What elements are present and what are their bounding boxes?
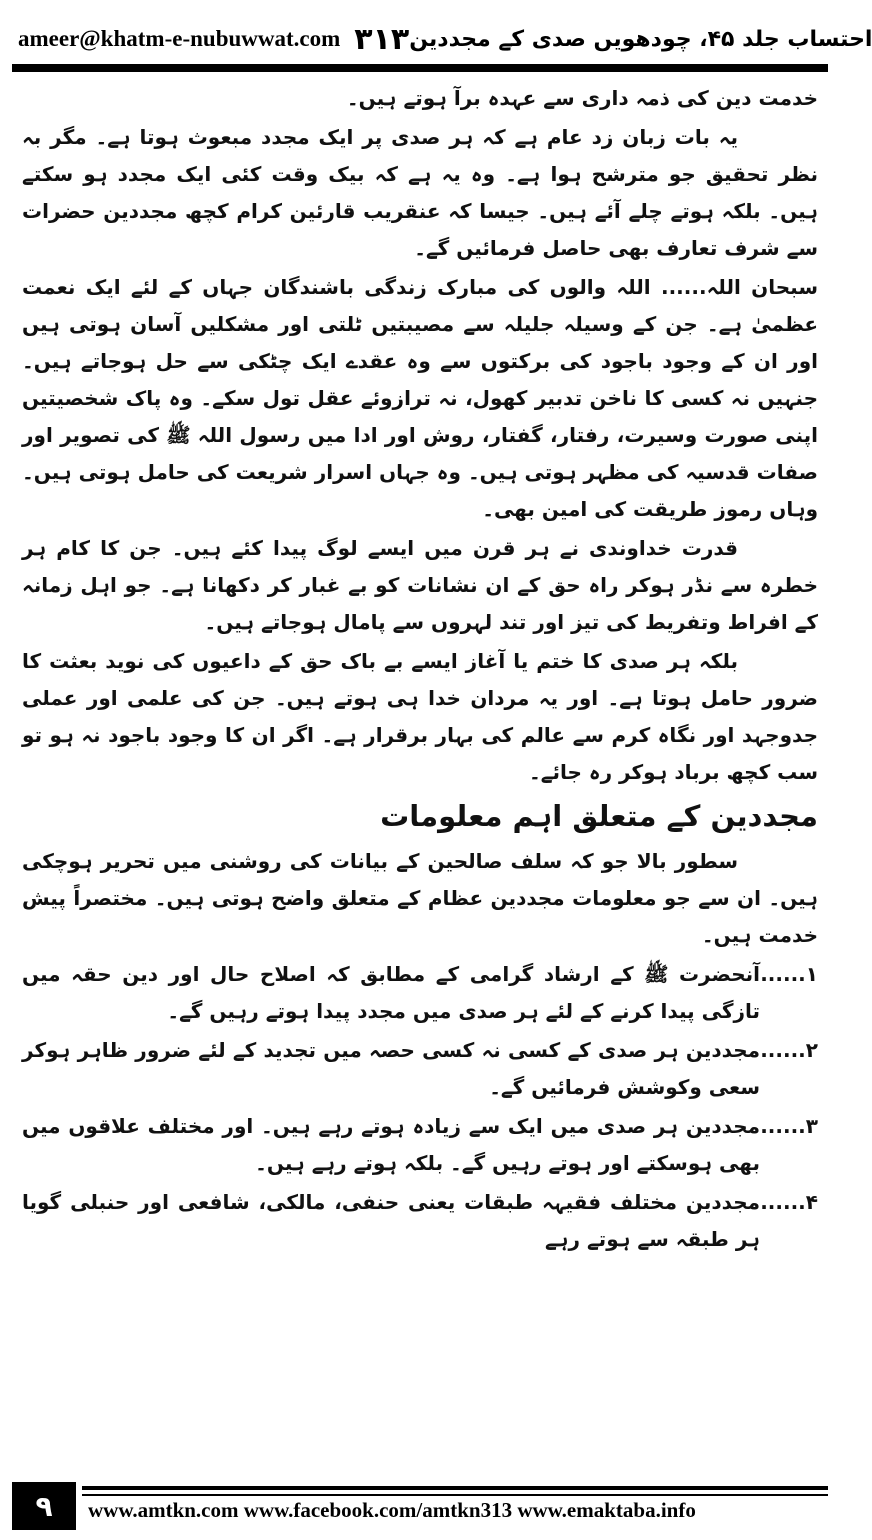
footer-page-number: ۹ — [12, 1482, 76, 1530]
list-item-number: ۱...... — [760, 962, 818, 986]
footer-links[interactable]: www.amtkn.com www.facebook.com/amtkn313 www.emaktaba.info — [88, 1498, 696, 1522]
list-item-text: آنحضرت ﷺ کے ارشاد گرامی کے مطابق کہ اصلاح حال اور دین حقہ میں تازگی پیدا کرنے کے لئے ہر صدی میں مجدد پیدا ہوتے رہیں گے۔ — [22, 962, 760, 1023]
page-body — [22, 80, 818, 1455]
footer-bar — [82, 1482, 828, 1530]
paragraph-4: قدرت خداوندی نے ہر قرن میں ایسے لوگ پیدا کئے ہیں۔ جن کا کام ہر خطرہ سے نڈر ہوکر راہ حق کے ان نشانات کو بے غبار کر دکھانا ہے۔ جو اہل زمانہ کے افراط وتفریط کی تیز اور تند لہروں سے پامال ہوجاتے ہیں۔ — [22, 536, 818, 634]
paragraph-2: یہ بات زبان زد عام ہے کہ ہر صدی پر ایک مجدد مبعوث ہوتا ہے۔ مگر بہ نظر تحقیق جو مترشح ہوا ہے۔ وہ یہ ہے کہ بیک وقت کئی ایک مجدد ہو سکتے ہیں۔ بلکہ ہوتے چلے آئے ہیں۔ جیسا کہ عنقریب قارئین کرام کچھ مجددین حضرات سے شرف تعارف بھی حاصل فرمائیں گے۔ — [22, 125, 818, 260]
section-heading: مجددین کے متعلق اہم معلومات — [380, 799, 818, 833]
header-title: احتساب جلد ۴۵، چودھویں صدی کے مجددین — [409, 26, 872, 52]
page-header — [18, 14, 872, 64]
list-item — [22, 1032, 818, 1106]
list-item-number: ۲...... — [760, 1038, 818, 1062]
list-item-text: مجددین مختلف فقیہہ طبقات یعنی حنفی، مالکی، شافعی اور حنبلی گویا ہر طبقہ سے ہوتے رہے — [22, 1190, 760, 1251]
list-item — [22, 1184, 818, 1258]
footer-rule — [82, 1486, 828, 1496]
page-footer — [12, 1482, 828, 1530]
paragraph-6: سطور بالا جو کہ سلف صالحین کے بیانات کی روشنی میں تحریر ہوچکی ہیں۔ ان سے جو معلومات مجددین عظام کے متعلق واضح ہوتی ہیں۔ مختصراً پیش خدمت ہیں۔ — [22, 849, 818, 947]
header-rule — [12, 64, 828, 72]
list-item-text: مجددین ہر صدی میں ایک سے زیادہ ہوتے رہے ہیں۔ اور مختلف علاقوں میں بھی ہوسکتے اور ہوتے رہیں گے۔ بلکہ ہوتے رہے ہیں۔ — [22, 1114, 760, 1175]
list-item — [22, 956, 818, 1030]
list-item — [22, 1108, 818, 1182]
paragraph-3: سبحان اللہ...... اللہ والوں کی مبارک زندگی باشندگان جہاں کے لئے ایک نعمت عظمیٰ ہے۔ جن کے وسیلہ جلیلہ سے مصیبتیں ٹلتی اور مشکلیں آسان ہوتی ہیں اور ان کے وجود باجود کی برکتوں سے وہ عقدے ایک چٹکی سے حل ہوجاتے ہیں۔ جنہیں نہ کسی کا ناخن تدبیر کھول، نہ ترازوئے عقل تول سکے۔ وہ پاک شخصیتیں اپنی صورت وسیرت، رفتار، گفتار، روش اور ادا میں رسول اللہ ﷺ کی تصویر اور صفات قدسیہ کی مظہر ہوتی ہیں۔ وہ جہاں اسرار شریعت کی حامل ہوتی ہیں۔ وہاں رموز طریقت کی امین بھی۔ — [22, 275, 818, 521]
header-email: ameer@khatm-e-nubuwwat.com — [18, 26, 341, 51]
list-item-text: مجددین ہر صدی کے کسی نہ کسی حصہ میں تجدید کے لئے ضرور ظاہر ہوکر سعی وکوشش فرمائیں گے۔ — [22, 1038, 760, 1099]
paragraph-1: خدمت دین کی ذمہ داری سے عہدہ برآ ہوتے ہیں۔ — [346, 86, 818, 110]
list-item-number: ۳...... — [760, 1114, 818, 1138]
paragraph-5: بلکہ ہر صدی کا ختم یا آغاز ایسے بے باک حق کے داعیوں کی نوید بعثت کا ضرور حامل ہوتا ہے۔ اور یہ مردان خدا ہی ہوتے ہیں۔ جن کی علمی اور عملی جدوجہد اور نگاہ کرم سے عالم کی بہار برقرار ہے۔ اگر ان کا وجود باجود نہ ہو تو سب کچھ برباد ہوکر رہ جائے۔ — [22, 649, 818, 784]
header-page-number: ۳۱۳ — [354, 21, 410, 57]
list-item-number: ۴...... — [760, 1190, 818, 1214]
